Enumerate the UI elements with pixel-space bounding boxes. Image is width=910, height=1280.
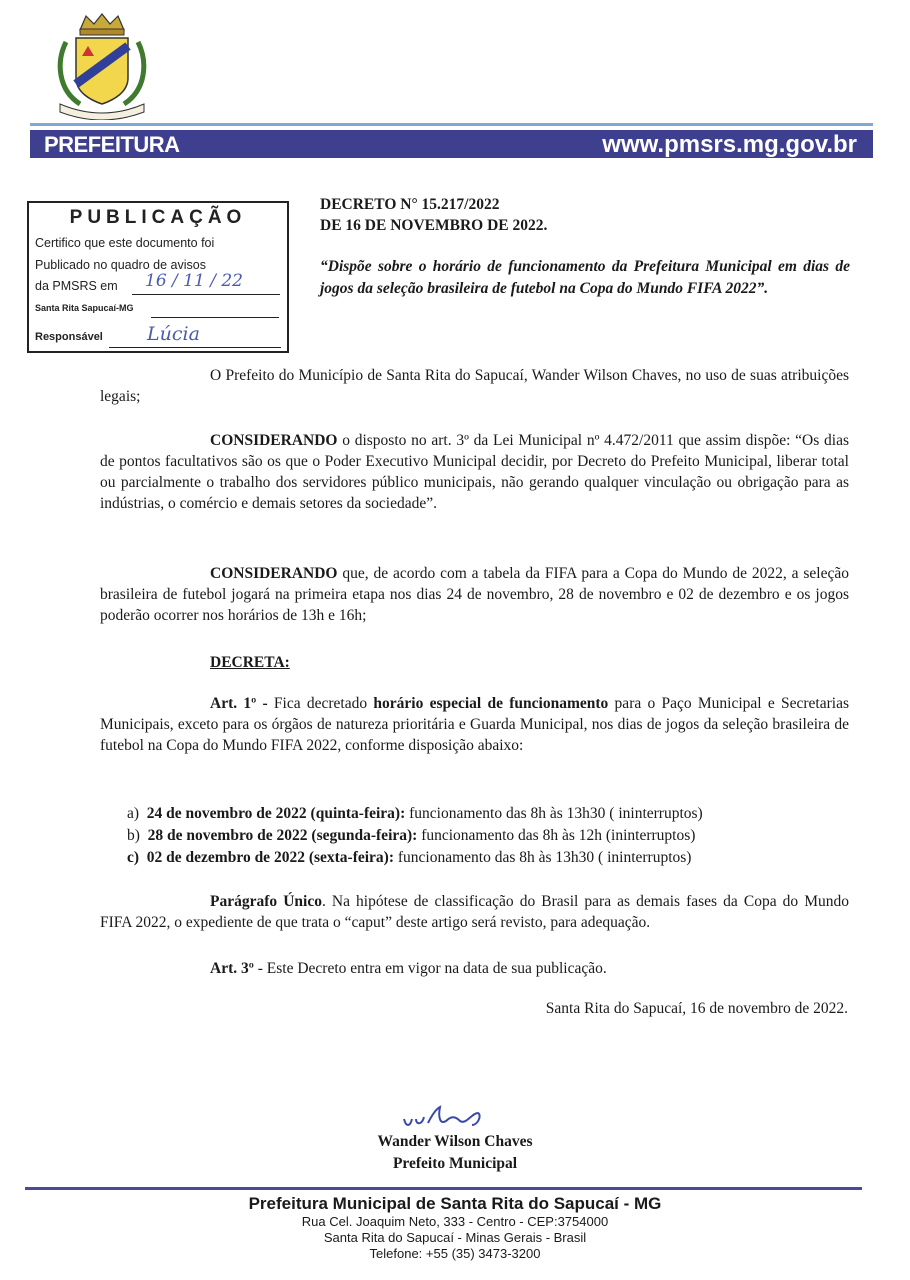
article-1-text-b: para o Paço Municipal e Secretarias Municipais, exceto para os órgãos de natureza prioritária e Guarda Municipal, nos dias de jogos da seleção brasileira de futebol na Copa do Mundo FIFA 2022, conforme disposição abaixo: — [100, 695, 849, 754]
stamp-line-5: Responsável — [35, 331, 103, 343]
decree-header — [320, 194, 547, 236]
footer-city: Santa Rita do Sapucaí - Minas Gerais - Brasil — [323, 1230, 587, 1245]
considerando-2 — [100, 563, 849, 626]
website-link[interactable]: www.pmsrs.mg.gov.br — [602, 131, 857, 158]
article-1-text-a: Fica decretado — [267, 695, 374, 712]
decree-number: DECRETO N° 15.217/2022 — [320, 196, 500, 213]
handwritten-signature — [398, 1103, 510, 1133]
considerando-2-text: que, de acordo com a tabela da FIFA para a Copa do Mundo de 2022, a seleção brasileira de futebol jogará na primeira etapa nos dias 24 de novembro, 28 de novembro e 02 de dezembro e os jogos poderão ocorrer nos horários de 13h e 16h; — [100, 565, 849, 624]
footer-phone: Telefone: +55 (35) 3473-3200 — [369, 1246, 541, 1261]
article-3 — [100, 958, 849, 979]
signer-role: Prefeito Municipal — [392, 1155, 518, 1172]
stamp-title: PUBLICAÇÃO — [69, 207, 247, 228]
article-3-label: Art. 3º — [210, 960, 254, 977]
article-1 — [100, 693, 849, 756]
intro-paragraph — [100, 365, 849, 407]
publication-stamp — [27, 201, 289, 353]
list-item: c) 02 de dezembro de 2022 (sexta-feira): funcionamento das 8h às 13h30 ( ininterruptos) — [127, 849, 692, 866]
footer-rule — [25, 1187, 862, 1190]
decree-date: DE 16 DE NOVEMBRO DE 2022. — [320, 217, 548, 234]
signature-block — [0, 1131, 910, 1175]
footer — [0, 1194, 910, 1262]
signer-name: Wander Wilson Chaves — [377, 1133, 533, 1150]
article-1-label: Art. 1º - — [210, 695, 268, 712]
stamp-signature-handwritten: Lúcia — [147, 323, 200, 345]
footer-org: Prefeitura Municipal de Santa Rita do Sapucaí - MG — [248, 1194, 662, 1213]
decree-ementa: “Dispõe sobre o horário de funcionamento da Prefeitura Municipal em dias de jogos da seleção brasileira de futebol na Copa do Mundo FIFA 2022”. — [320, 258, 850, 297]
article-1-bold: horário especial de funcionamento — [373, 695, 609, 712]
considerando-1-label: CONSIDERANDO — [210, 432, 338, 449]
considerando-1-text: o disposto no art. 3º da Lei Municipal nº 4.472/2011 que assim dispõe: “Os dias de pontos facultativos são os que o Poder Executivo Municipal decidir, por Decreto do Prefeito Municipal, liberar total ou parcialmente o trabalho dos servidores público municipais, não gerando qualquer vinculação ou obrigação para as indústrias, o comércio e demais setores da sociedade”. — [100, 432, 849, 512]
intro-text: O Prefeito do Município de Santa Rita do Sapucaí, Wander Wilson Chaves, no uso de suas atribuições legais; — [100, 367, 849, 405]
decreta-heading-block — [100, 652, 849, 673]
list-item: a) 24 de novembro de 2022 (quinta-feira): funcionamento das 8h às 13h30 ( ininterruptos) — [127, 805, 703, 822]
considerando-2-label: CONSIDERANDO — [210, 565, 338, 582]
header-banner — [30, 130, 873, 158]
paragrafo-unico-text: . Na hipótese de classificação do Brasil para as demais fases da Copa do Mundo FIFA 2022, o expediente de que trata o “caput” deste artigo será revisto, para adequação. — [100, 893, 850, 931]
stamp-line-4: Santa Rita Sapucaí-MG — [35, 303, 134, 313]
header-rule — [30, 123, 873, 126]
schedule-list — [127, 803, 703, 869]
stamp-line-3: da PMSRS em — [35, 279, 118, 293]
decreta-heading: DECRETA: — [210, 654, 290, 671]
coat-of-arms-logo — [52, 12, 152, 120]
paragrafo-unico — [100, 891, 849, 933]
stamp-date-handwritten: 16 / 11 / 22 — [145, 271, 243, 291]
considerando-1 — [100, 430, 849, 514]
footer-address: Rua Cel. Joaquim Neto, 333 - Centro - CEP:3754000 — [301, 1214, 609, 1229]
stamp-line-2: Publicado no quadro de avisos — [35, 258, 206, 272]
list-item: b) 28 de novembro de 2022 (segunda-feira): funcionamento das 8h às 12h (ininterruptos) — [127, 827, 696, 844]
place-date: Santa Rita do Sapucaí, 16 de novembro de 2022. — [545, 1000, 848, 1017]
banner-title: PREFEITURA — [44, 132, 180, 157]
stamp-line-1: Certifico que este documento foi — [35, 236, 215, 250]
article-3-text: - Este Decreto entra em vigor na data de sua publicação. — [253, 960, 607, 977]
paragrafo-unico-label: Parágrafo Único — [210, 893, 322, 910]
